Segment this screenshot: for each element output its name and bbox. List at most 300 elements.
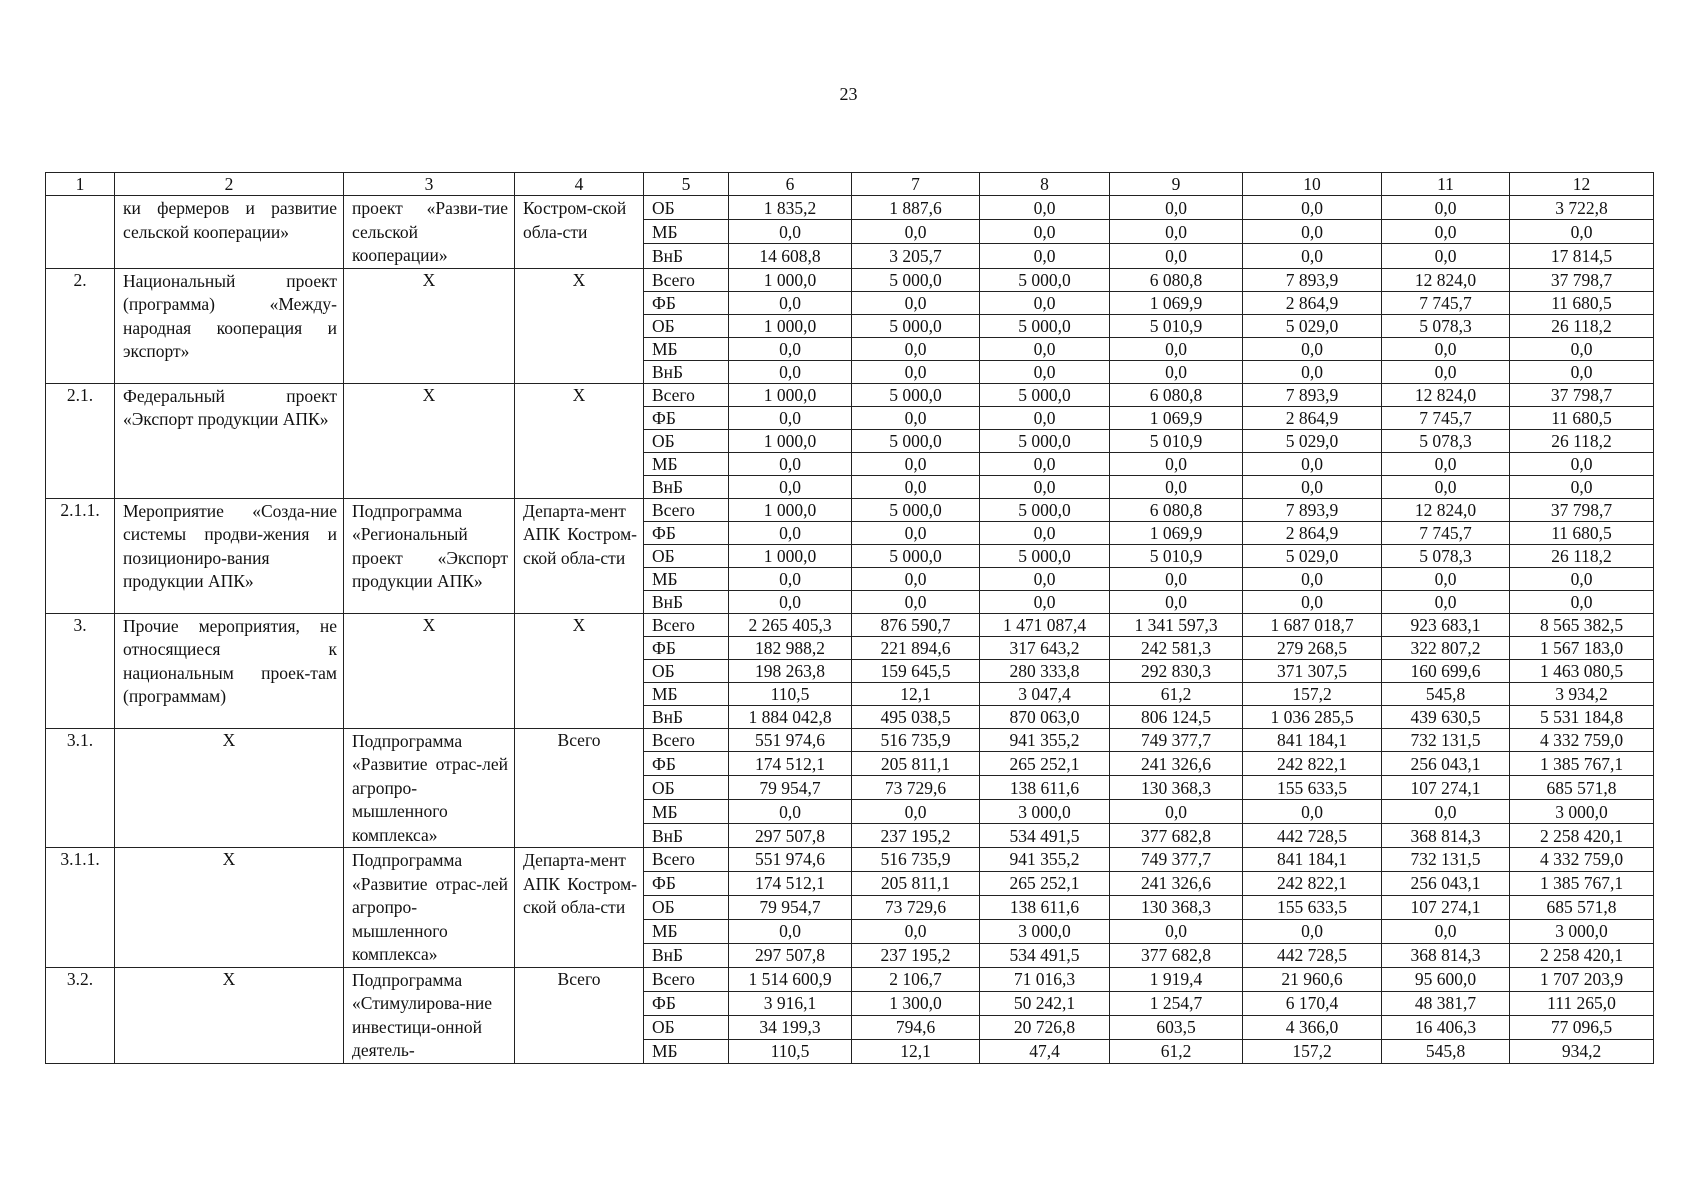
amount-cell: 265 252,1 xyxy=(980,752,1110,776)
amount-cell: 79 954,7 xyxy=(729,776,852,800)
amount-cell: 297 507,8 xyxy=(729,943,852,967)
amount-cell: 0,0 xyxy=(852,406,980,429)
amount-cell: 0,0 xyxy=(1382,452,1510,475)
amount-cell: 322 807,2 xyxy=(1382,636,1510,659)
amount-cell: 5 010,9 xyxy=(1110,314,1243,337)
amount-cell: 2 864,9 xyxy=(1243,406,1382,429)
amount-cell: 26 118,2 xyxy=(1510,314,1654,337)
amount-cell: 5 000,0 xyxy=(852,429,980,452)
amount-cell: 0,0 xyxy=(1243,590,1382,613)
amount-cell: 0,0 xyxy=(1110,919,1243,943)
column-number: 10 xyxy=(1243,173,1382,196)
amount-cell: 732 131,5 xyxy=(1382,848,1510,872)
amount-cell: 0,0 xyxy=(729,406,852,429)
amount-cell: 0,0 xyxy=(1382,360,1510,383)
amount-cell: 280 333,8 xyxy=(980,659,1110,682)
amount-cell: 1 000,0 xyxy=(729,498,852,521)
amount-cell: 241 326,6 xyxy=(1110,752,1243,776)
amount-cell: 1 567 183,0 xyxy=(1510,636,1654,659)
amount-cell: 749 377,7 xyxy=(1110,848,1243,872)
amount-cell: 0,0 xyxy=(1243,919,1382,943)
amount-cell: 4 366,0 xyxy=(1243,1015,1382,1039)
amount-cell: 157,2 xyxy=(1243,1039,1382,1063)
amount-cell: 12 824,0 xyxy=(1382,383,1510,406)
funding-source: ОБ xyxy=(644,776,729,800)
amount-cell: 37 798,7 xyxy=(1510,268,1654,291)
amount-cell: 1 835,2 xyxy=(729,196,852,220)
program-name: Подпрограмма «Развитие отрас-лей агропро-мышленного комплекса» xyxy=(344,728,515,848)
amount-cell: 61,2 xyxy=(1110,1039,1243,1063)
amount-cell: 794,6 xyxy=(852,1015,980,1039)
amount-cell: 1 000,0 xyxy=(729,268,852,291)
amount-cell: 0,0 xyxy=(729,919,852,943)
amount-cell: 545,8 xyxy=(1382,1039,1510,1063)
amount-cell: 73 729,6 xyxy=(852,895,980,919)
amount-cell: 12,1 xyxy=(852,1039,980,1063)
amount-cell: 21 960,6 xyxy=(1243,967,1382,991)
amount-cell: 0,0 xyxy=(980,567,1110,590)
amount-cell: 1 000,0 xyxy=(729,314,852,337)
amount-cell: 279 268,5 xyxy=(1243,636,1382,659)
amount-cell: 2 265 405,3 xyxy=(729,613,852,636)
funding-source: ОБ xyxy=(644,544,729,567)
item-name: Х xyxy=(115,967,344,1063)
amount-cell: 0,0 xyxy=(852,567,980,590)
budget-table xyxy=(45,172,1654,1064)
amount-cell: 5 010,9 xyxy=(1110,429,1243,452)
amount-cell: 1 069,9 xyxy=(1110,291,1243,314)
amount-cell: 5 000,0 xyxy=(852,544,980,567)
amount-cell: 0,0 xyxy=(1243,196,1382,220)
amount-cell: 242 581,3 xyxy=(1110,636,1243,659)
amount-cell: 0,0 xyxy=(1382,919,1510,943)
item-index: 3. xyxy=(46,613,115,728)
amount-cell: 37 798,7 xyxy=(1510,383,1654,406)
amount-cell: 0,0 xyxy=(1110,590,1243,613)
funding-source: ОБ xyxy=(644,895,729,919)
amount-cell: 0,0 xyxy=(1110,220,1243,244)
amount-cell: 0,0 xyxy=(1243,360,1382,383)
amount-cell: 0,0 xyxy=(1243,244,1382,268)
amount-cell: 1 385 767,1 xyxy=(1510,752,1654,776)
amount-cell: 138 611,6 xyxy=(980,776,1110,800)
amount-cell: 841 184,1 xyxy=(1243,848,1382,872)
amount-cell: 130 368,3 xyxy=(1110,895,1243,919)
column-number: 8 xyxy=(980,173,1110,196)
amount-cell: 0,0 xyxy=(729,590,852,613)
funding-source: ВнБ xyxy=(644,244,729,268)
table-row xyxy=(46,196,1654,220)
amount-cell: 5 000,0 xyxy=(980,429,1110,452)
amount-cell: 221 894,6 xyxy=(852,636,980,659)
funding-source: Всего xyxy=(644,728,729,752)
amount-cell: 20 726,8 xyxy=(980,1015,1110,1039)
funding-source: ВнБ xyxy=(644,824,729,848)
amount-cell: 732 131,5 xyxy=(1382,728,1510,752)
amount-cell: 0,0 xyxy=(729,475,852,498)
item-index: 3.1. xyxy=(46,728,115,848)
amount-cell: 2 258 420,1 xyxy=(1510,943,1654,967)
item-name: Х xyxy=(115,728,344,848)
amount-cell: 0,0 xyxy=(729,291,852,314)
funding-source: ФБ xyxy=(644,406,729,429)
amount-cell: 48 381,7 xyxy=(1382,991,1510,1015)
amount-cell: 7 893,9 xyxy=(1243,383,1382,406)
funding-source: МБ xyxy=(644,220,729,244)
amount-cell: 0,0 xyxy=(729,800,852,824)
amount-cell: 3 047,4 xyxy=(980,682,1110,705)
funding-source: МБ xyxy=(644,682,729,705)
column-number: 7 xyxy=(852,173,980,196)
amount-cell: 5 000,0 xyxy=(852,268,980,291)
amount-cell: 941 355,2 xyxy=(980,728,1110,752)
amount-cell: 0,0 xyxy=(852,360,980,383)
column-number: 9 xyxy=(1110,173,1243,196)
column-number: 3 xyxy=(344,173,515,196)
amount-cell: 5 000,0 xyxy=(980,498,1110,521)
amount-cell: 6 080,8 xyxy=(1110,268,1243,291)
funding-source: ОБ xyxy=(644,429,729,452)
amount-cell: 5 000,0 xyxy=(980,314,1110,337)
amount-cell: 265 252,1 xyxy=(980,871,1110,895)
amount-cell: 934,2 xyxy=(1510,1039,1654,1063)
amount-cell: 6 080,8 xyxy=(1110,498,1243,521)
amount-cell: 0,0 xyxy=(1243,452,1382,475)
amount-cell: 0,0 xyxy=(852,521,980,544)
table-row xyxy=(46,967,1654,991)
amount-cell: 0,0 xyxy=(1510,452,1654,475)
funding-source: ВнБ xyxy=(644,943,729,967)
amount-cell: 3 000,0 xyxy=(980,800,1110,824)
amount-cell: 138 611,6 xyxy=(980,895,1110,919)
amount-cell: 0,0 xyxy=(1382,475,1510,498)
amount-cell: 368 814,3 xyxy=(1382,943,1510,967)
amount-cell: 495 038,5 xyxy=(852,705,980,728)
executor: Костром-ской обла-сти xyxy=(515,196,644,269)
amount-cell: 0,0 xyxy=(852,919,980,943)
amount-cell: 0,0 xyxy=(1243,800,1382,824)
amount-cell: 6 080,8 xyxy=(1110,383,1243,406)
amount-cell: 1 341 597,3 xyxy=(1110,613,1243,636)
amount-cell: 0,0 xyxy=(1110,452,1243,475)
amount-cell: 5 000,0 xyxy=(852,498,980,521)
amount-cell: 0,0 xyxy=(980,360,1110,383)
amount-cell: 368 814,3 xyxy=(1382,824,1510,848)
amount-cell: 292 830,3 xyxy=(1110,659,1243,682)
amount-cell: 0,0 xyxy=(852,475,980,498)
amount-cell: 11 680,5 xyxy=(1510,291,1654,314)
table-row xyxy=(46,613,1654,636)
amount-cell: 155 633,5 xyxy=(1243,895,1382,919)
page-number: 23 xyxy=(839,84,858,104)
table-row xyxy=(46,383,1654,406)
amount-cell: 256 043,1 xyxy=(1382,752,1510,776)
amount-cell: 0,0 xyxy=(980,337,1110,360)
amount-cell: 3 722,8 xyxy=(1510,196,1654,220)
item-name: ки фермеров и развитие сельской кооперации» xyxy=(115,196,344,269)
amount-cell: 685 571,8 xyxy=(1510,895,1654,919)
amount-cell: 317 643,2 xyxy=(980,636,1110,659)
amount-cell: 7 893,9 xyxy=(1243,498,1382,521)
amount-cell: 1 069,9 xyxy=(1110,521,1243,544)
amount-cell: 0,0 xyxy=(729,220,852,244)
amount-cell: 0,0 xyxy=(1382,220,1510,244)
amount-cell: 5 000,0 xyxy=(980,544,1110,567)
amount-cell: 0,0 xyxy=(1110,337,1243,360)
amount-cell: 1 000,0 xyxy=(729,383,852,406)
amount-cell: 7 745,7 xyxy=(1382,406,1510,429)
amount-cell: 0,0 xyxy=(1110,360,1243,383)
item-index: 2.1. xyxy=(46,383,115,498)
amount-cell: 941 355,2 xyxy=(980,848,1110,872)
amount-cell: 0,0 xyxy=(852,590,980,613)
item-index: 2. xyxy=(46,268,115,383)
program-name: Х xyxy=(344,268,515,383)
amount-cell: 0,0 xyxy=(1110,800,1243,824)
amount-cell: 0,0 xyxy=(1110,196,1243,220)
amount-cell: 0,0 xyxy=(980,196,1110,220)
amount-cell: 1 884 042,8 xyxy=(729,705,852,728)
amount-cell: 12 824,0 xyxy=(1382,498,1510,521)
amount-cell: 870 063,0 xyxy=(980,705,1110,728)
amount-cell: 256 043,1 xyxy=(1382,871,1510,895)
funding-source: ОБ xyxy=(644,659,729,682)
item-name: Мероприятие «Созда-ние системы продви-жения и позициониро-вания продукции АПК» xyxy=(115,498,344,613)
amount-cell: 0,0 xyxy=(1382,337,1510,360)
amount-cell: 0,0 xyxy=(1243,567,1382,590)
item-index: 3.1.1. xyxy=(46,848,115,968)
amount-cell: 1 707 203,9 xyxy=(1510,967,1654,991)
amount-cell: 73 729,6 xyxy=(852,776,980,800)
amount-cell: 79 954,7 xyxy=(729,895,852,919)
funding-source: Всего xyxy=(644,613,729,636)
amount-cell: 1 000,0 xyxy=(729,429,852,452)
amount-cell: 198 263,8 xyxy=(729,659,852,682)
funding-source: ФБ xyxy=(644,521,729,544)
funding-source: ОБ xyxy=(644,196,729,220)
funding-source: ФБ xyxy=(644,291,729,314)
funding-source: МБ xyxy=(644,567,729,590)
amount-cell: 1 036 285,5 xyxy=(1243,705,1382,728)
amount-cell: 5 000,0 xyxy=(852,383,980,406)
amount-cell: 0,0 xyxy=(980,220,1110,244)
amount-cell: 26 118,2 xyxy=(1510,429,1654,452)
amount-cell: 237 195,2 xyxy=(852,943,980,967)
amount-cell: 551 974,6 xyxy=(729,848,852,872)
amount-cell: 14 608,8 xyxy=(729,244,852,268)
column-number: 6 xyxy=(729,173,852,196)
funding-source: МБ xyxy=(644,800,729,824)
amount-cell: 1 919,4 xyxy=(1110,967,1243,991)
amount-cell: 0,0 xyxy=(1510,337,1654,360)
amount-cell: 2 864,9 xyxy=(1243,521,1382,544)
funding-source: Всего xyxy=(644,268,729,291)
amount-cell: 237 195,2 xyxy=(852,824,980,848)
amount-cell: 47,4 xyxy=(980,1039,1110,1063)
executor: Х xyxy=(515,383,644,498)
amount-cell: 1 000,0 xyxy=(729,544,852,567)
item-name: Федеральный проект «Экспорт продукции АПК» xyxy=(115,383,344,498)
amount-cell: 157,2 xyxy=(1243,682,1382,705)
amount-cell: 241 326,6 xyxy=(1110,871,1243,895)
amount-cell: 50 242,1 xyxy=(980,991,1110,1015)
funding-source: ОБ xyxy=(644,314,729,337)
column-number: 1 xyxy=(46,173,115,196)
amount-cell: 685 571,8 xyxy=(1510,776,1654,800)
executor: Департа-мент АПК Костром-ской обла-сти xyxy=(515,848,644,968)
amount-cell: 7 893,9 xyxy=(1243,268,1382,291)
amount-cell: 377 682,8 xyxy=(1110,943,1243,967)
funding-source: МБ xyxy=(644,452,729,475)
amount-cell: 0,0 xyxy=(852,220,980,244)
amount-cell: 12,1 xyxy=(852,682,980,705)
amount-cell: 7 745,7 xyxy=(1382,521,1510,544)
amount-cell: 155 633,5 xyxy=(1243,776,1382,800)
amount-cell: 0,0 xyxy=(852,800,980,824)
amount-cell: 3 000,0 xyxy=(1510,800,1654,824)
column-number: 4 xyxy=(515,173,644,196)
amount-cell: 0,0 xyxy=(980,521,1110,544)
column-number: 12 xyxy=(1510,173,1654,196)
amount-cell: 5 000,0 xyxy=(980,268,1110,291)
amount-cell: 3 205,7 xyxy=(852,244,980,268)
amount-cell: 0,0 xyxy=(729,452,852,475)
amount-cell: 0,0 xyxy=(729,521,852,544)
executor: Х xyxy=(515,613,644,728)
amount-cell: 174 512,1 xyxy=(729,871,852,895)
amount-cell: 71 016,3 xyxy=(980,967,1110,991)
funding-source: Всего xyxy=(644,848,729,872)
amount-cell: 11 680,5 xyxy=(1510,406,1654,429)
item-name: Национальный проект (программа) «Между-народная кооперация и экспорт» xyxy=(115,268,344,383)
program-name: Х xyxy=(344,383,515,498)
amount-cell: 0,0 xyxy=(852,291,980,314)
funding-source: ВнБ xyxy=(644,705,729,728)
funding-source: МБ xyxy=(644,919,729,943)
funding-source: ФБ xyxy=(644,991,729,1015)
amount-cell: 17 814,5 xyxy=(1510,244,1654,268)
amount-cell: 0,0 xyxy=(1243,220,1382,244)
amount-cell: 34 199,3 xyxy=(729,1015,852,1039)
amount-cell: 1 300,0 xyxy=(852,991,980,1015)
amount-cell: 377 682,8 xyxy=(1110,824,1243,848)
amount-cell: 174 512,1 xyxy=(729,752,852,776)
amount-cell: 5 078,3 xyxy=(1382,314,1510,337)
amount-cell: 61,2 xyxy=(1110,682,1243,705)
amount-cell: 0,0 xyxy=(729,337,852,360)
amount-cell: 0,0 xyxy=(980,475,1110,498)
amount-cell: 1 254,7 xyxy=(1110,991,1243,1015)
amount-cell: 16 406,3 xyxy=(1382,1015,1510,1039)
amount-cell: 0,0 xyxy=(1110,567,1243,590)
amount-cell: 0,0 xyxy=(980,244,1110,268)
amount-cell: 2 864,9 xyxy=(1243,291,1382,314)
item-index: 2.1.1. xyxy=(46,498,115,613)
amount-cell: 77 096,5 xyxy=(1510,1015,1654,1039)
amount-cell: 111 265,0 xyxy=(1510,991,1654,1015)
amount-cell: 371 307,5 xyxy=(1243,659,1382,682)
amount-cell: 297 507,8 xyxy=(729,824,852,848)
amount-cell: 130 368,3 xyxy=(1110,776,1243,800)
amount-cell: 242 822,1 xyxy=(1243,871,1382,895)
program-name: Х xyxy=(344,613,515,728)
amount-cell: 0,0 xyxy=(1382,567,1510,590)
executor: Х xyxy=(515,268,644,383)
amount-cell: 1 385 767,1 xyxy=(1510,871,1654,895)
amount-cell: 3 000,0 xyxy=(1510,919,1654,943)
amount-cell: 0,0 xyxy=(729,360,852,383)
amount-cell: 1 069,9 xyxy=(1110,406,1243,429)
funding-source: ВнБ xyxy=(644,475,729,498)
amount-cell: 1 687 018,7 xyxy=(1243,613,1382,636)
amount-cell: 8 565 382,5 xyxy=(1510,613,1654,636)
amount-cell: 0,0 xyxy=(980,291,1110,314)
item-name: Прочие мероприятия, не относящиеся к национальным проек-там (программам) xyxy=(115,613,344,728)
amount-cell: 5 010,9 xyxy=(1110,544,1243,567)
executor: Департа-мент АПК Костром-ской обла-сти xyxy=(515,498,644,613)
table-row xyxy=(46,728,1654,752)
amount-cell: 242 822,1 xyxy=(1243,752,1382,776)
amount-cell: 0,0 xyxy=(1243,475,1382,498)
amount-cell: 0,0 xyxy=(729,567,852,590)
amount-cell: 1 887,6 xyxy=(852,196,980,220)
executor: Всего xyxy=(515,728,644,848)
table-row xyxy=(46,498,1654,521)
executor: Всего xyxy=(515,967,644,1063)
amount-cell: 205 811,1 xyxy=(852,752,980,776)
amount-cell: 107 274,1 xyxy=(1382,776,1510,800)
funding-source: ФБ xyxy=(644,752,729,776)
amount-cell: 551 974,6 xyxy=(729,728,852,752)
amount-cell: 876 590,7 xyxy=(852,613,980,636)
amount-cell: 0,0 xyxy=(1110,475,1243,498)
amount-cell: 3 934,2 xyxy=(1510,682,1654,705)
amount-cell: 12 824,0 xyxy=(1382,268,1510,291)
amount-cell: 603,5 xyxy=(1110,1015,1243,1039)
amount-cell: 1 463 080,5 xyxy=(1510,659,1654,682)
amount-cell: 1 471 087,4 xyxy=(980,613,1110,636)
amount-cell: 0,0 xyxy=(1243,337,1382,360)
column-number: 2 xyxy=(115,173,344,196)
amount-cell: 5 029,0 xyxy=(1243,544,1382,567)
amount-cell: 160 699,6 xyxy=(1382,659,1510,682)
funding-source: ВнБ xyxy=(644,360,729,383)
amount-cell: 5 078,3 xyxy=(1382,544,1510,567)
amount-cell: 5 078,3 xyxy=(1382,429,1510,452)
item-index: 3.2. xyxy=(46,967,115,1063)
program-name: Подпрограмма «Региональный проект «Экспорт продукции АПК» xyxy=(344,498,515,613)
amount-cell: 0,0 xyxy=(1510,360,1654,383)
amount-cell: 3 000,0 xyxy=(980,919,1110,943)
amount-cell: 923 683,1 xyxy=(1382,613,1510,636)
amount-cell: 5 000,0 xyxy=(980,383,1110,406)
amount-cell: 6 170,4 xyxy=(1243,991,1382,1015)
amount-cell: 841 184,1 xyxy=(1243,728,1382,752)
amount-cell: 806 124,5 xyxy=(1110,705,1243,728)
amount-cell: 107 274,1 xyxy=(1382,895,1510,919)
amount-cell: 545,8 xyxy=(1382,682,1510,705)
amount-cell: 4 332 759,0 xyxy=(1510,728,1654,752)
amount-cell: 110,5 xyxy=(729,1039,852,1063)
column-number: 5 xyxy=(644,173,729,196)
funding-source: Всего xyxy=(644,383,729,406)
amount-cell: 0,0 xyxy=(980,590,1110,613)
amount-cell: 0,0 xyxy=(1510,220,1654,244)
amount-cell: 3 916,1 xyxy=(729,991,852,1015)
amount-cell: 0,0 xyxy=(1510,475,1654,498)
amount-cell: 205 811,1 xyxy=(852,871,980,895)
program-name: Подпрограмма «Развитие отрас-лей агропро-мышленного комплекса» xyxy=(344,848,515,968)
